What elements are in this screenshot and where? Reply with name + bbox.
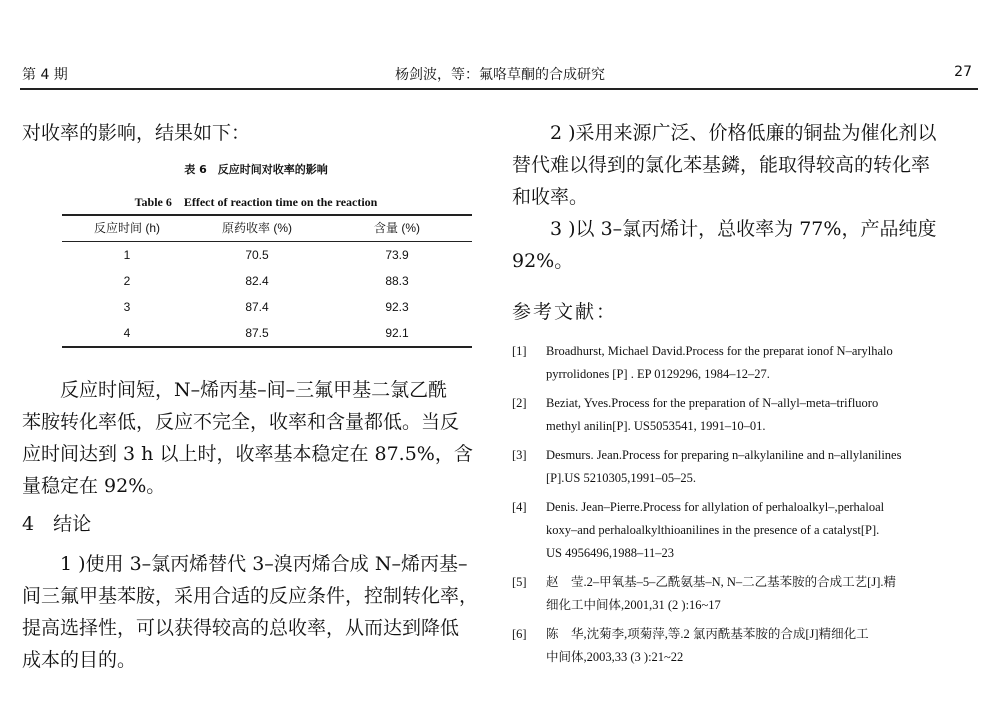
table-row [62, 294, 472, 320]
paragraph-line: 1 )使用 3–氯丙烯替代 3–溴丙烯合成 N–烯丙基– [60, 553, 468, 575]
table-cell: 87.4 [245, 300, 269, 314]
header-rule [20, 88, 978, 90]
table-row [62, 268, 472, 294]
conclusion-3: 3 )以 3–氯丙烯计，总收率为 77%，产品纯度 92%。 [512, 218, 937, 272]
reference-text: 赵 莹.2–甲氧基–5–乙酰氨基–N, N–二乙基苯胺的合成工艺[J].精 细化工中间体,2001,31 (2 ):16~17 [546, 575, 896, 612]
reference-item [512, 392, 978, 438]
left-column [22, 117, 490, 676]
table-header-time: 反应时间 (h) [62, 215, 192, 242]
reference-item [512, 444, 978, 490]
reference-text: Beziat, Yves.Process for the preparation of N–allyl–meta–trifluoro methyl anilin[P]. US5053541, 1991–10–01. [546, 396, 879, 433]
reference-item [512, 340, 978, 386]
journal-issue: 第 4 期 [22, 67, 68, 83]
paragraph-line: 苯胺转化率低，反应不完全，收率和含量都低。当反 [22, 411, 460, 433]
table-caption-en: Table 6 Effect of reaction time on the reaction [134, 195, 378, 209]
table-cell: 87.5 [192, 320, 322, 347]
paragraph-line: 成本的目的。 [22, 649, 137, 671]
paragraph-line: 间三氟甲基苯胺，采用合适的反应条件，控制转化率， [22, 585, 479, 607]
intro-text: 对收率的影响，结果如下： [22, 122, 251, 144]
reference-text: 陈 华,沈菊李,项菊萍,等.2 氯丙酰基苯胺的合成[J]精细化工 中间体,2003,33 (3 ):21~22 [546, 627, 869, 664]
table-cell: 88.3 [385, 274, 409, 288]
paragraph-line: 提高选择性，可以获得较高的总收率，从而达到降低 [22, 617, 460, 639]
reference-number: [1] [512, 344, 527, 358]
conclusion-1 [22, 548, 490, 676]
reference-item [512, 623, 978, 669]
table-cell: 92.3 [385, 300, 409, 314]
table-cell: 92.1 [322, 320, 472, 347]
table-cell: 4 [62, 320, 192, 347]
reference-text: Desmurs. Jean.Process for preparing n–alkylaniline and n–allylanilines [P].US 5210305,1991–05–25. [546, 448, 902, 485]
paragraph-line: 量稳定在 92%。 [22, 475, 166, 497]
table-cell: 3 [123, 300, 131, 314]
table-cell: 70.5 [245, 248, 269, 262]
reference-number: [6] [512, 627, 527, 641]
paragraph-line: 反应时间短，N–烯丙基–间–三氟甲基二氯乙酰 [60, 379, 448, 401]
reference-number: [5] [512, 575, 527, 589]
table-cell: 1 [123, 248, 131, 262]
reference-item [512, 496, 978, 565]
table-header-content: 含量 (%) [322, 215, 472, 242]
table-row [62, 242, 472, 269]
table-cell: 2 [123, 274, 131, 288]
running-title: 杨剑波，等：氟咯草酮的合成研究 [395, 67, 605, 83]
right-column [512, 117, 978, 675]
reference-item [512, 571, 978, 617]
results-table [62, 214, 472, 348]
paragraph-line: 2 )采用来源广泛、价格低廉的铜盐为催化剂以 [550, 122, 937, 144]
reference-number: [3] [512, 448, 527, 462]
table-caption-cn: 表 6 反应时间对收率的影响 [184, 163, 328, 176]
table-header-row [62, 215, 472, 242]
section-title: 4 结论 [22, 513, 92, 535]
conclusion-2 [512, 117, 978, 213]
page-number: 27 [954, 64, 972, 80]
paragraph-line: 和收率。 [512, 186, 589, 208]
references-title: 参考文献： [512, 301, 618, 323]
reference-number: [2] [512, 396, 527, 410]
table-cell: 73.9 [385, 248, 409, 262]
reference-text: Broadhurst, Michael David.Process for the preparat ionof N–arylhalo pyrrolidones [P] . EP 0129296, 1984–12–27. [546, 344, 893, 381]
reference-list [512, 340, 978, 669]
reference-text: Denis. Jean–Pierre.Process for allylation of perhaloalkyl–,perhaloal koxy–and perhaloalkylthioanilines in the presence of a catalyst[P]. US 4956496,1988–11–23 [546, 500, 885, 560]
table-row [62, 320, 472, 347]
reference-number: [4] [512, 500, 527, 514]
table-cell: 82.4 [245, 274, 269, 288]
paragraph-line: 替代难以得到的氯化苯基鏻，能取得较高的转化率 [512, 154, 931, 176]
paragraph-line: 应时间达到 3 h 以上时，收率基本稳定在 87.5%，含 [22, 443, 473, 465]
table-header-yield: 原药收率 (%) [192, 215, 322, 242]
discussion-paragraph [22, 374, 490, 502]
